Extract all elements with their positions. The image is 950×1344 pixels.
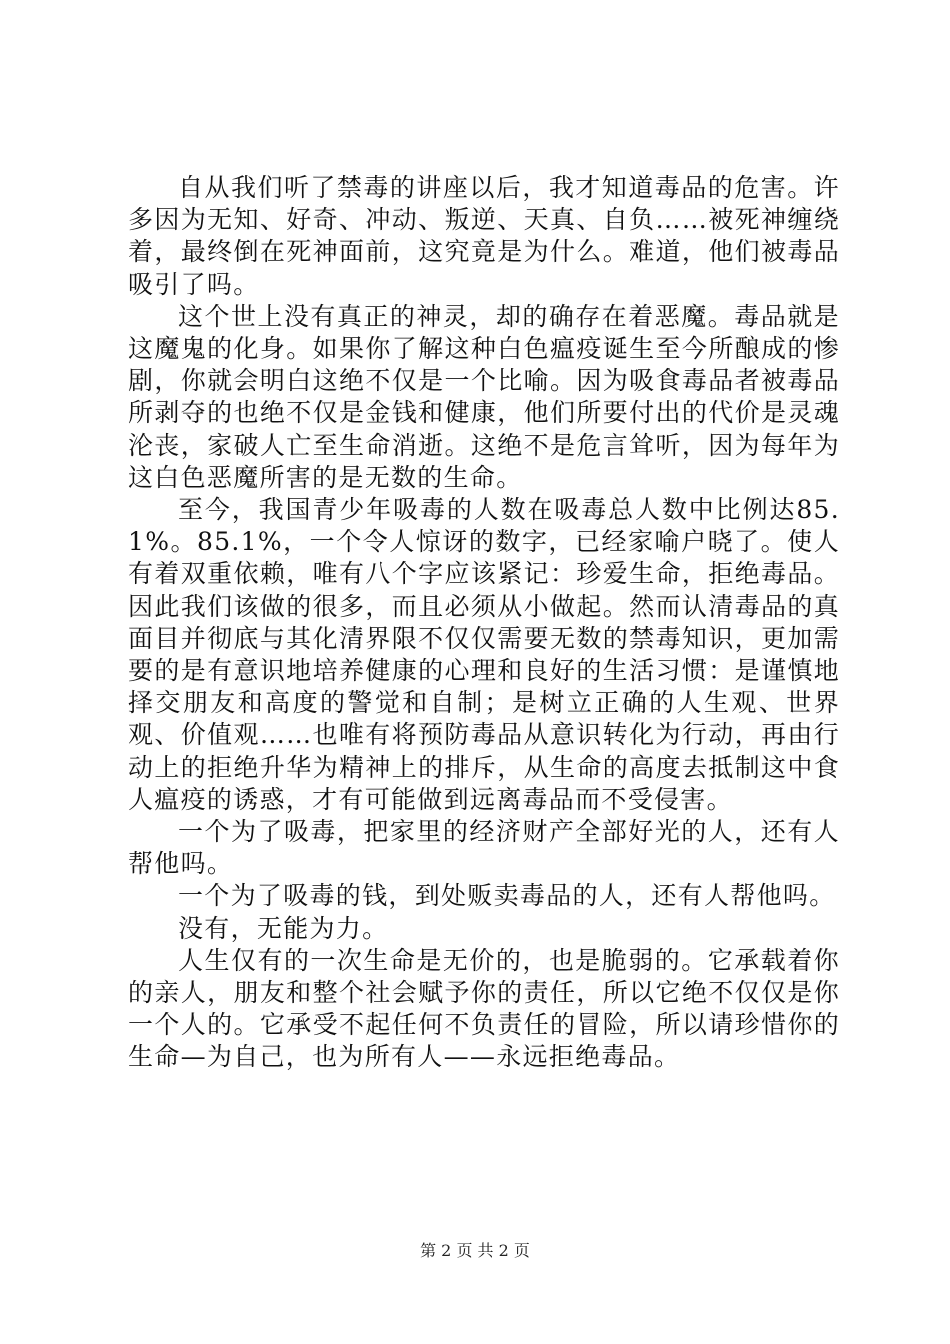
page-number-footer: 第 2 页 共 2 页 [420, 1241, 530, 1260]
paragraph: 没有，无能为力。 [178, 913, 389, 943]
paragraph: 人生仅有的一次生命是无价的，也是脆弱的。它承载着你的亲人，朋友和整个社会赋予你的责任，所以它绝不仅仅是你一个人的。它承受不起任何不负责任的冒险，所以请珍惜你的生命—为自己，也为所有人——永远拒绝毒品。 [128, 945, 840, 1072]
paragraph: 一个为了吸毒，把家里的经济财产全部好光的人，还有人帮他吗。 [128, 817, 840, 879]
paragraph: 一个为了吸毒的钱，到处贩卖毒品的人，还有人帮他吗。 [178, 881, 836, 911]
document-body [128, 172, 840, 1074]
paragraph: 至今，我国青少年吸毒的人数在吸毒总人数中比例达85.1%。85.1%，一个令人惊讶的数字，已经家喻户晓了。使人有着双重依赖，唯有八个字应该紧记：珍爱生命，拒绝毒品。因此我们该做的很多，而且必须从小做起。然而认清毒品的真面目并彻底与其化清界限不仅仅需要无数的禁毒知识，更加需要的是有意识地培养健康的心理和良好的生活习惯：是谨慎地择交朋友和高度的警觉和自制；是树立正确的人生观、世界观、价值观……也唯有将预防毒品从意识转化为行动，再由行动上的拒绝升华为精神上的排斥，从生命的高度去抵制这中食人瘟疫的诱惑，才有可能做到远离毒品而不受侵害。 [128, 495, 840, 814]
paragraph: 这个世上没有真正的神灵，却的确存在着恶魔。毒品就是这魔鬼的化身。如果你了解这种白色瘟疫诞生至今所酿成的惨剧，你就会明白这绝不仅是一个比喻。因为吸食毒品者被毒品所剥夺的也绝不仅是金钱和健康，他们所要付出的代价是灵魂沦丧，家破人亡至生命消逝。这绝不是危言耸听，因为每年为这白色恶魔所害的是无数的生命。 [128, 301, 840, 492]
paragraph: 自从我们听了禁毒的讲座以后，我才知道毒品的危害。许多因为无知、好奇、冲动、叛逆、天真、自负……被死神缠绕着，最终倒在死神面前，这究竟是为什么。难道，他们被毒品吸引了吗。 [128, 173, 840, 299]
